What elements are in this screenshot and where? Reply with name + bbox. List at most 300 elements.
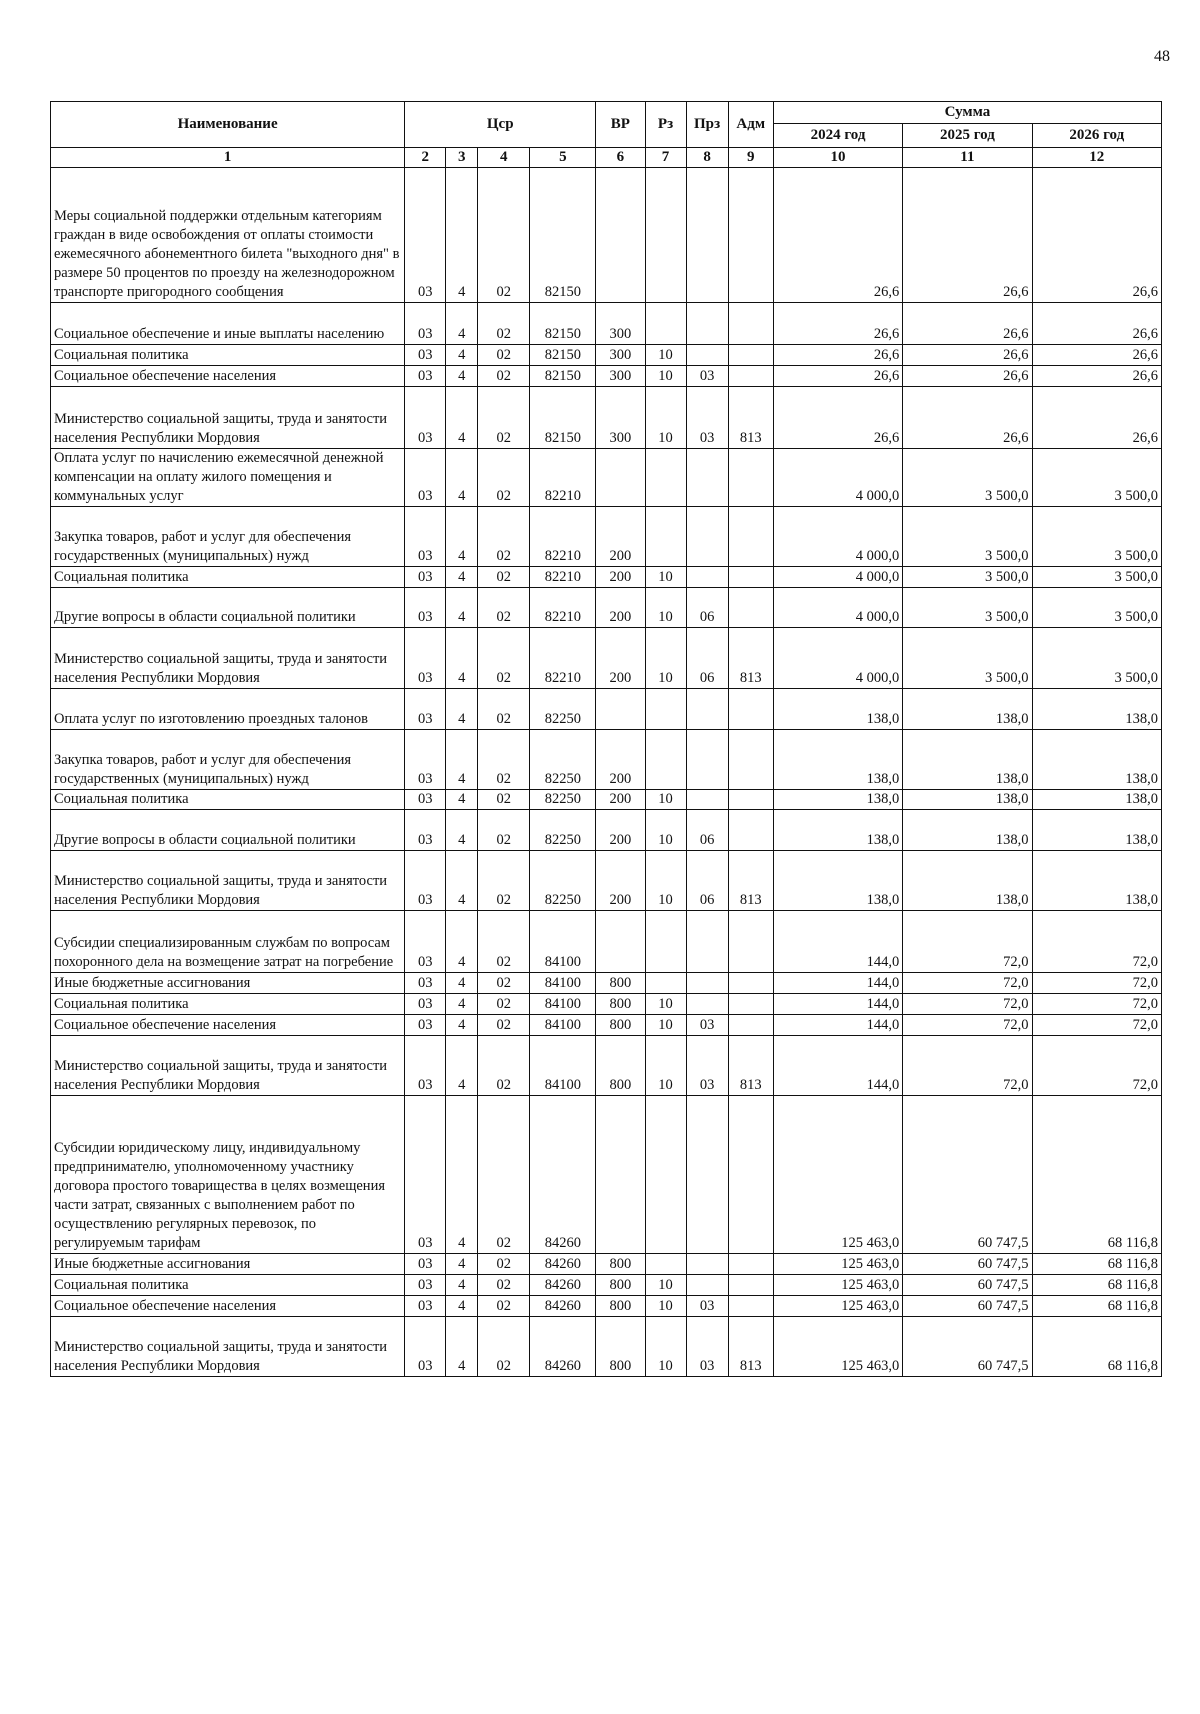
row-name: Социальная политика xyxy=(51,790,405,810)
row-name: Социальная политика xyxy=(51,994,405,1015)
code-program: 03 xyxy=(405,1254,446,1275)
code-main-activity: 02 xyxy=(478,345,530,366)
code-main-activity: 02 xyxy=(478,366,530,387)
row-name: Иные бюджетные ассигнования xyxy=(51,973,405,994)
code-subprogram: 4 xyxy=(446,1096,478,1254)
amount-2026: 138,0 xyxy=(1032,810,1161,851)
code-direction: 84100 xyxy=(530,1036,596,1096)
code-main-activity: 02 xyxy=(478,1254,530,1275)
amount-2024: 144,0 xyxy=(773,973,902,994)
amount-2024: 4 000,0 xyxy=(773,507,902,567)
amount-2025: 26,6 xyxy=(903,168,1032,303)
amount-2025: 60 747,5 xyxy=(903,1254,1032,1275)
code-vr: 800 xyxy=(596,994,645,1015)
code-vr xyxy=(596,168,645,303)
amount-2026: 3 500,0 xyxy=(1032,628,1161,689)
table-row xyxy=(51,507,1162,567)
code-main-activity: 02 xyxy=(478,973,530,994)
code-prz: 03 xyxy=(686,1296,728,1317)
code-direction: 82150 xyxy=(530,366,596,387)
code-program: 03 xyxy=(405,1317,446,1377)
amount-2025: 26,6 xyxy=(903,303,1032,345)
code-adm xyxy=(728,911,773,973)
code-prz xyxy=(686,1254,728,1275)
code-direction: 82250 xyxy=(530,810,596,851)
amount-2025: 138,0 xyxy=(903,810,1032,851)
header-year-2026: 2026 год xyxy=(1032,124,1161,148)
amount-2025: 60 747,5 xyxy=(903,1317,1032,1377)
code-adm: 813 xyxy=(728,387,773,449)
amount-2026: 26,6 xyxy=(1032,366,1161,387)
code-direction: 82250 xyxy=(530,730,596,790)
amount-2024: 138,0 xyxy=(773,790,902,810)
column-number: 1 xyxy=(51,148,405,168)
row-name: Закупка товаров, работ и услуг для обеспечения государственных (муниципальных) нужд xyxy=(51,730,405,790)
table-row xyxy=(51,1096,1162,1254)
column-number: 3 xyxy=(446,148,478,168)
table-row xyxy=(51,303,1162,345)
code-rz: 10 xyxy=(645,851,686,911)
code-direction: 84260 xyxy=(530,1096,596,1254)
code-direction: 82150 xyxy=(530,303,596,345)
code-program: 03 xyxy=(405,1096,446,1254)
table-row xyxy=(51,973,1162,994)
row-name: Министерство социальной защиты, труда и занятости населения Республики Мордовия xyxy=(51,1036,405,1096)
amount-2026: 3 500,0 xyxy=(1032,449,1161,507)
code-direction: 84260 xyxy=(530,1296,596,1317)
code-adm xyxy=(728,1275,773,1296)
code-main-activity: 02 xyxy=(478,588,530,628)
code-program: 03 xyxy=(405,810,446,851)
code-rz xyxy=(645,1254,686,1275)
code-subprogram: 4 xyxy=(446,1015,478,1036)
amount-2024: 144,0 xyxy=(773,994,902,1015)
code-direction: 82150 xyxy=(530,168,596,303)
code-prz: 03 xyxy=(686,366,728,387)
code-subprogram: 4 xyxy=(446,1254,478,1275)
column-number: 4 xyxy=(478,148,530,168)
code-main-activity: 02 xyxy=(478,1275,530,1296)
code-main-activity: 02 xyxy=(478,851,530,911)
code-subprogram: 4 xyxy=(446,588,478,628)
code-prz xyxy=(686,168,728,303)
code-direction: 82250 xyxy=(530,851,596,911)
amount-2026: 138,0 xyxy=(1032,730,1161,790)
code-prz xyxy=(686,911,728,973)
header-prz: Прз xyxy=(686,102,728,148)
row-name: Министерство социальной защиты, труда и занятости населения Республики Мордовия xyxy=(51,1317,405,1377)
code-prz: 06 xyxy=(686,851,728,911)
code-prz xyxy=(686,689,728,730)
code-vr: 800 xyxy=(596,973,645,994)
amount-2024: 125 463,0 xyxy=(773,1096,902,1254)
amount-2025: 138,0 xyxy=(903,730,1032,790)
code-vr: 800 xyxy=(596,1015,645,1036)
amount-2026: 138,0 xyxy=(1032,851,1161,911)
amount-2026: 72,0 xyxy=(1032,994,1161,1015)
row-name: Социальная политика xyxy=(51,1275,405,1296)
amount-2025: 60 747,5 xyxy=(903,1296,1032,1317)
amount-2026: 26,6 xyxy=(1032,345,1161,366)
code-subprogram: 4 xyxy=(446,851,478,911)
code-adm xyxy=(728,810,773,851)
code-subprogram: 4 xyxy=(446,790,478,810)
table-row xyxy=(51,730,1162,790)
code-adm xyxy=(728,1296,773,1317)
code-direction: 82210 xyxy=(530,449,596,507)
amount-2026: 72,0 xyxy=(1032,1015,1161,1036)
code-rz xyxy=(645,911,686,973)
code-main-activity: 02 xyxy=(478,168,530,303)
header-year-2024: 2024 год xyxy=(773,124,902,148)
amount-2025: 26,6 xyxy=(903,345,1032,366)
amount-2026: 26,6 xyxy=(1032,168,1161,303)
code-subprogram: 4 xyxy=(446,911,478,973)
amount-2024: 26,6 xyxy=(773,387,902,449)
code-subprogram: 4 xyxy=(446,1036,478,1096)
code-prz xyxy=(686,567,728,588)
table-row xyxy=(51,387,1162,449)
amount-2026: 68 116,8 xyxy=(1032,1296,1161,1317)
row-name: Министерство социальной защиты, труда и занятости населения Республики Мордовия xyxy=(51,851,405,911)
amount-2025: 3 500,0 xyxy=(903,588,1032,628)
row-name: Субсидии специализированным службам по вопросам похоронного дела на возмещение затрат на погребение xyxy=(51,911,405,973)
table-row xyxy=(51,588,1162,628)
code-program: 03 xyxy=(405,730,446,790)
table-row xyxy=(51,1254,1162,1275)
code-main-activity: 02 xyxy=(478,790,530,810)
amount-2024: 144,0 xyxy=(773,1015,902,1036)
code-direction: 82150 xyxy=(530,345,596,366)
code-adm xyxy=(728,1015,773,1036)
row-name: Иные бюджетные ассигнования xyxy=(51,1254,405,1275)
amount-2024: 125 463,0 xyxy=(773,1317,902,1377)
amount-2024: 4 000,0 xyxy=(773,449,902,507)
code-subprogram: 4 xyxy=(446,689,478,730)
code-adm: 813 xyxy=(728,1317,773,1377)
code-direction: 84260 xyxy=(530,1254,596,1275)
code-vr xyxy=(596,689,645,730)
code-adm xyxy=(728,507,773,567)
code-program: 03 xyxy=(405,1296,446,1317)
amount-2024: 26,6 xyxy=(773,168,902,303)
code-vr xyxy=(596,1096,645,1254)
amount-2024: 26,6 xyxy=(773,345,902,366)
row-name: Субсидии юридическому лицу, индивидуальному предпринимателю, уполномоченному участнику договора простого товарищества в целях возмещения части затрат, связанных с выполнением работ по осуществлению регулярных перевозок, по регулируемым тарифам xyxy=(51,1096,405,1254)
amount-2025: 60 747,5 xyxy=(903,1275,1032,1296)
code-main-activity: 02 xyxy=(478,1036,530,1096)
code-subprogram: 4 xyxy=(446,730,478,790)
amount-2025: 138,0 xyxy=(903,851,1032,911)
amount-2024: 125 463,0 xyxy=(773,1275,902,1296)
code-vr: 300 xyxy=(596,387,645,449)
code-adm xyxy=(728,994,773,1015)
code-main-activity: 02 xyxy=(478,730,530,790)
amount-2024: 138,0 xyxy=(773,730,902,790)
code-vr: 200 xyxy=(596,628,645,689)
code-rz: 10 xyxy=(645,567,686,588)
amount-2024: 138,0 xyxy=(773,851,902,911)
row-name: Министерство социальной защиты, труда и занятости населения Республики Мордовия xyxy=(51,387,405,449)
code-program: 03 xyxy=(405,507,446,567)
code-main-activity: 02 xyxy=(478,449,530,507)
code-prz: 03 xyxy=(686,387,728,449)
code-adm xyxy=(728,790,773,810)
code-vr: 200 xyxy=(596,730,645,790)
code-rz: 10 xyxy=(645,345,686,366)
amount-2026: 68 116,8 xyxy=(1032,1096,1161,1254)
amount-2025: 3 500,0 xyxy=(903,567,1032,588)
table-row xyxy=(51,345,1162,366)
amount-2026: 3 500,0 xyxy=(1032,567,1161,588)
code-program: 03 xyxy=(405,449,446,507)
column-number: 5 xyxy=(530,148,596,168)
code-direction: 82150 xyxy=(530,387,596,449)
code-direction: 82210 xyxy=(530,567,596,588)
table-row xyxy=(51,689,1162,730)
code-rz: 10 xyxy=(645,1296,686,1317)
code-adm: 813 xyxy=(728,851,773,911)
code-direction: 82210 xyxy=(530,507,596,567)
code-adm xyxy=(728,1096,773,1254)
code-vr: 200 xyxy=(596,567,645,588)
amount-2025: 138,0 xyxy=(903,689,1032,730)
code-vr: 800 xyxy=(596,1296,645,1317)
code-program: 03 xyxy=(405,1015,446,1036)
code-direction: 84100 xyxy=(530,911,596,973)
table-row xyxy=(51,851,1162,911)
page-number: 48 xyxy=(1154,48,1170,65)
code-direction: 84260 xyxy=(530,1275,596,1296)
header-name: Наименование xyxy=(51,102,405,148)
header-sum: Сумма xyxy=(773,102,1161,124)
code-prz xyxy=(686,973,728,994)
amount-2024: 144,0 xyxy=(773,911,902,973)
code-direction: 84260 xyxy=(530,1317,596,1377)
code-program: 03 xyxy=(405,588,446,628)
code-prz xyxy=(686,1275,728,1296)
header-vr: ВР xyxy=(596,102,645,148)
column-number: 6 xyxy=(596,148,645,168)
code-subprogram: 4 xyxy=(446,567,478,588)
amount-2024: 26,6 xyxy=(773,303,902,345)
code-program: 03 xyxy=(405,366,446,387)
table-row xyxy=(51,790,1162,810)
code-main-activity: 02 xyxy=(478,628,530,689)
code-adm xyxy=(728,689,773,730)
code-program: 03 xyxy=(405,973,446,994)
code-main-activity: 02 xyxy=(478,1317,530,1377)
row-name: Оплата услуг по начислению ежемесячной денежной компенсации на оплату жилого помещения и коммунальных услуг xyxy=(51,449,405,507)
table-row xyxy=(51,1296,1162,1317)
row-name: Социальное обеспечение населения xyxy=(51,366,405,387)
table-row xyxy=(51,567,1162,588)
code-adm xyxy=(728,449,773,507)
table-row xyxy=(51,366,1162,387)
code-direction: 82250 xyxy=(530,689,596,730)
code-adm xyxy=(728,168,773,303)
table-row xyxy=(51,911,1162,973)
code-subprogram: 4 xyxy=(446,1275,478,1296)
code-adm xyxy=(728,973,773,994)
code-vr: 200 xyxy=(596,851,645,911)
code-vr: 800 xyxy=(596,1036,645,1096)
amount-2026: 72,0 xyxy=(1032,911,1161,973)
amount-2024: 4 000,0 xyxy=(773,588,902,628)
amount-2026: 138,0 xyxy=(1032,790,1161,810)
amount-2024: 138,0 xyxy=(773,810,902,851)
code-adm xyxy=(728,588,773,628)
code-rz: 10 xyxy=(645,366,686,387)
amount-2025: 3 500,0 xyxy=(903,628,1032,689)
code-main-activity: 02 xyxy=(478,507,530,567)
code-adm xyxy=(728,730,773,790)
table-row xyxy=(51,449,1162,507)
code-adm xyxy=(728,345,773,366)
code-prz xyxy=(686,303,728,345)
code-prz xyxy=(686,345,728,366)
amount-2025: 72,0 xyxy=(903,911,1032,973)
amount-2026: 72,0 xyxy=(1032,973,1161,994)
code-vr: 300 xyxy=(596,366,645,387)
code-vr: 200 xyxy=(596,588,645,628)
row-name: Оплата услуг по изготовлению проездных талонов xyxy=(51,689,405,730)
code-vr: 300 xyxy=(596,345,645,366)
code-vr: 200 xyxy=(596,790,645,810)
code-main-activity: 02 xyxy=(478,911,530,973)
code-adm: 813 xyxy=(728,1036,773,1096)
header-rz: Рз xyxy=(645,102,686,148)
code-prz xyxy=(686,1096,728,1254)
header-tsr: Цср xyxy=(405,102,596,148)
code-main-activity: 02 xyxy=(478,1015,530,1036)
row-name: Социальная политика xyxy=(51,567,405,588)
code-rz xyxy=(645,303,686,345)
amount-2024: 4 000,0 xyxy=(773,567,902,588)
code-vr: 800 xyxy=(596,1254,645,1275)
code-subprogram: 4 xyxy=(446,973,478,994)
amount-2026: 68 116,8 xyxy=(1032,1275,1161,1296)
code-rz: 10 xyxy=(645,810,686,851)
row-name: Другие вопросы в области социальной политики xyxy=(51,588,405,628)
amount-2025: 26,6 xyxy=(903,387,1032,449)
code-direction: 82210 xyxy=(530,588,596,628)
amount-2025: 60 747,5 xyxy=(903,1096,1032,1254)
code-main-activity: 02 xyxy=(478,567,530,588)
code-prz: 06 xyxy=(686,810,728,851)
table-row xyxy=(51,168,1162,303)
code-vr: 200 xyxy=(596,507,645,567)
header-adm: Адм xyxy=(728,102,773,148)
code-main-activity: 02 xyxy=(478,387,530,449)
code-rz xyxy=(645,973,686,994)
table-row xyxy=(51,994,1162,1015)
code-subprogram: 4 xyxy=(446,994,478,1015)
amount-2026: 72,0 xyxy=(1032,1036,1161,1096)
code-rz xyxy=(645,507,686,567)
code-rz: 10 xyxy=(645,628,686,689)
code-prz: 03 xyxy=(686,1317,728,1377)
code-adm: 813 xyxy=(728,628,773,689)
code-direction: 84100 xyxy=(530,1015,596,1036)
amount-2026: 68 116,8 xyxy=(1032,1254,1161,1275)
code-direction: 84100 xyxy=(530,994,596,1015)
code-prz: 03 xyxy=(686,1015,728,1036)
code-rz: 10 xyxy=(645,1015,686,1036)
code-subprogram: 4 xyxy=(446,449,478,507)
row-name: Другие вопросы в области социальной политики xyxy=(51,810,405,851)
code-subprogram: 4 xyxy=(446,1317,478,1377)
column-number: 8 xyxy=(686,148,728,168)
amount-2024: 138,0 xyxy=(773,689,902,730)
code-prz xyxy=(686,507,728,567)
code-rz: 10 xyxy=(645,1275,686,1296)
code-main-activity: 02 xyxy=(478,810,530,851)
code-rz: 10 xyxy=(645,588,686,628)
amount-2025: 26,6 xyxy=(903,366,1032,387)
column-numbers-row xyxy=(51,148,1162,168)
code-rz: 10 xyxy=(645,1317,686,1377)
code-main-activity: 02 xyxy=(478,1296,530,1317)
code-main-activity: 02 xyxy=(478,303,530,345)
budget-table xyxy=(50,101,1162,1377)
column-number: 11 xyxy=(903,148,1032,168)
row-name: Социальное обеспечение населения xyxy=(51,1015,405,1036)
code-program: 03 xyxy=(405,345,446,366)
amount-2026: 26,6 xyxy=(1032,303,1161,345)
amount-2025: 72,0 xyxy=(903,994,1032,1015)
code-main-activity: 02 xyxy=(478,689,530,730)
code-adm xyxy=(728,567,773,588)
code-direction: 82250 xyxy=(530,790,596,810)
code-subprogram: 4 xyxy=(446,1296,478,1317)
column-number: 9 xyxy=(728,148,773,168)
code-program: 03 xyxy=(405,994,446,1015)
amount-2026: 3 500,0 xyxy=(1032,507,1161,567)
code-rz xyxy=(645,168,686,303)
column-number: 7 xyxy=(645,148,686,168)
amount-2024: 4 000,0 xyxy=(773,628,902,689)
code-main-activity: 02 xyxy=(478,994,530,1015)
code-adm xyxy=(728,366,773,387)
row-name: Социальное обеспечение и иные выплаты населению xyxy=(51,303,405,345)
code-subprogram: 4 xyxy=(446,810,478,851)
amount-2024: 125 463,0 xyxy=(773,1296,902,1317)
code-vr: 200 xyxy=(596,810,645,851)
code-subprogram: 4 xyxy=(446,387,478,449)
amount-2025: 72,0 xyxy=(903,1036,1032,1096)
code-subprogram: 4 xyxy=(446,345,478,366)
code-program: 03 xyxy=(405,1275,446,1296)
code-subprogram: 4 xyxy=(446,303,478,345)
code-rz xyxy=(645,1096,686,1254)
row-name: Социальная политика xyxy=(51,345,405,366)
code-direction: 82210 xyxy=(530,628,596,689)
header-year-2025: 2025 год xyxy=(903,124,1032,148)
amount-2025: 72,0 xyxy=(903,973,1032,994)
amount-2026: 68 116,8 xyxy=(1032,1317,1161,1377)
row-name: Закупка товаров, работ и услуг для обеспечения государственных (муниципальных) нужд xyxy=(51,507,405,567)
amount-2025: 3 500,0 xyxy=(903,449,1032,507)
amount-2026: 3 500,0 xyxy=(1032,588,1161,628)
code-prz xyxy=(686,730,728,790)
code-vr: 800 xyxy=(596,1317,645,1377)
amount-2024: 26,6 xyxy=(773,366,902,387)
code-rz: 10 xyxy=(645,994,686,1015)
amount-2025: 138,0 xyxy=(903,790,1032,810)
code-program: 03 xyxy=(405,689,446,730)
code-program: 03 xyxy=(405,387,446,449)
